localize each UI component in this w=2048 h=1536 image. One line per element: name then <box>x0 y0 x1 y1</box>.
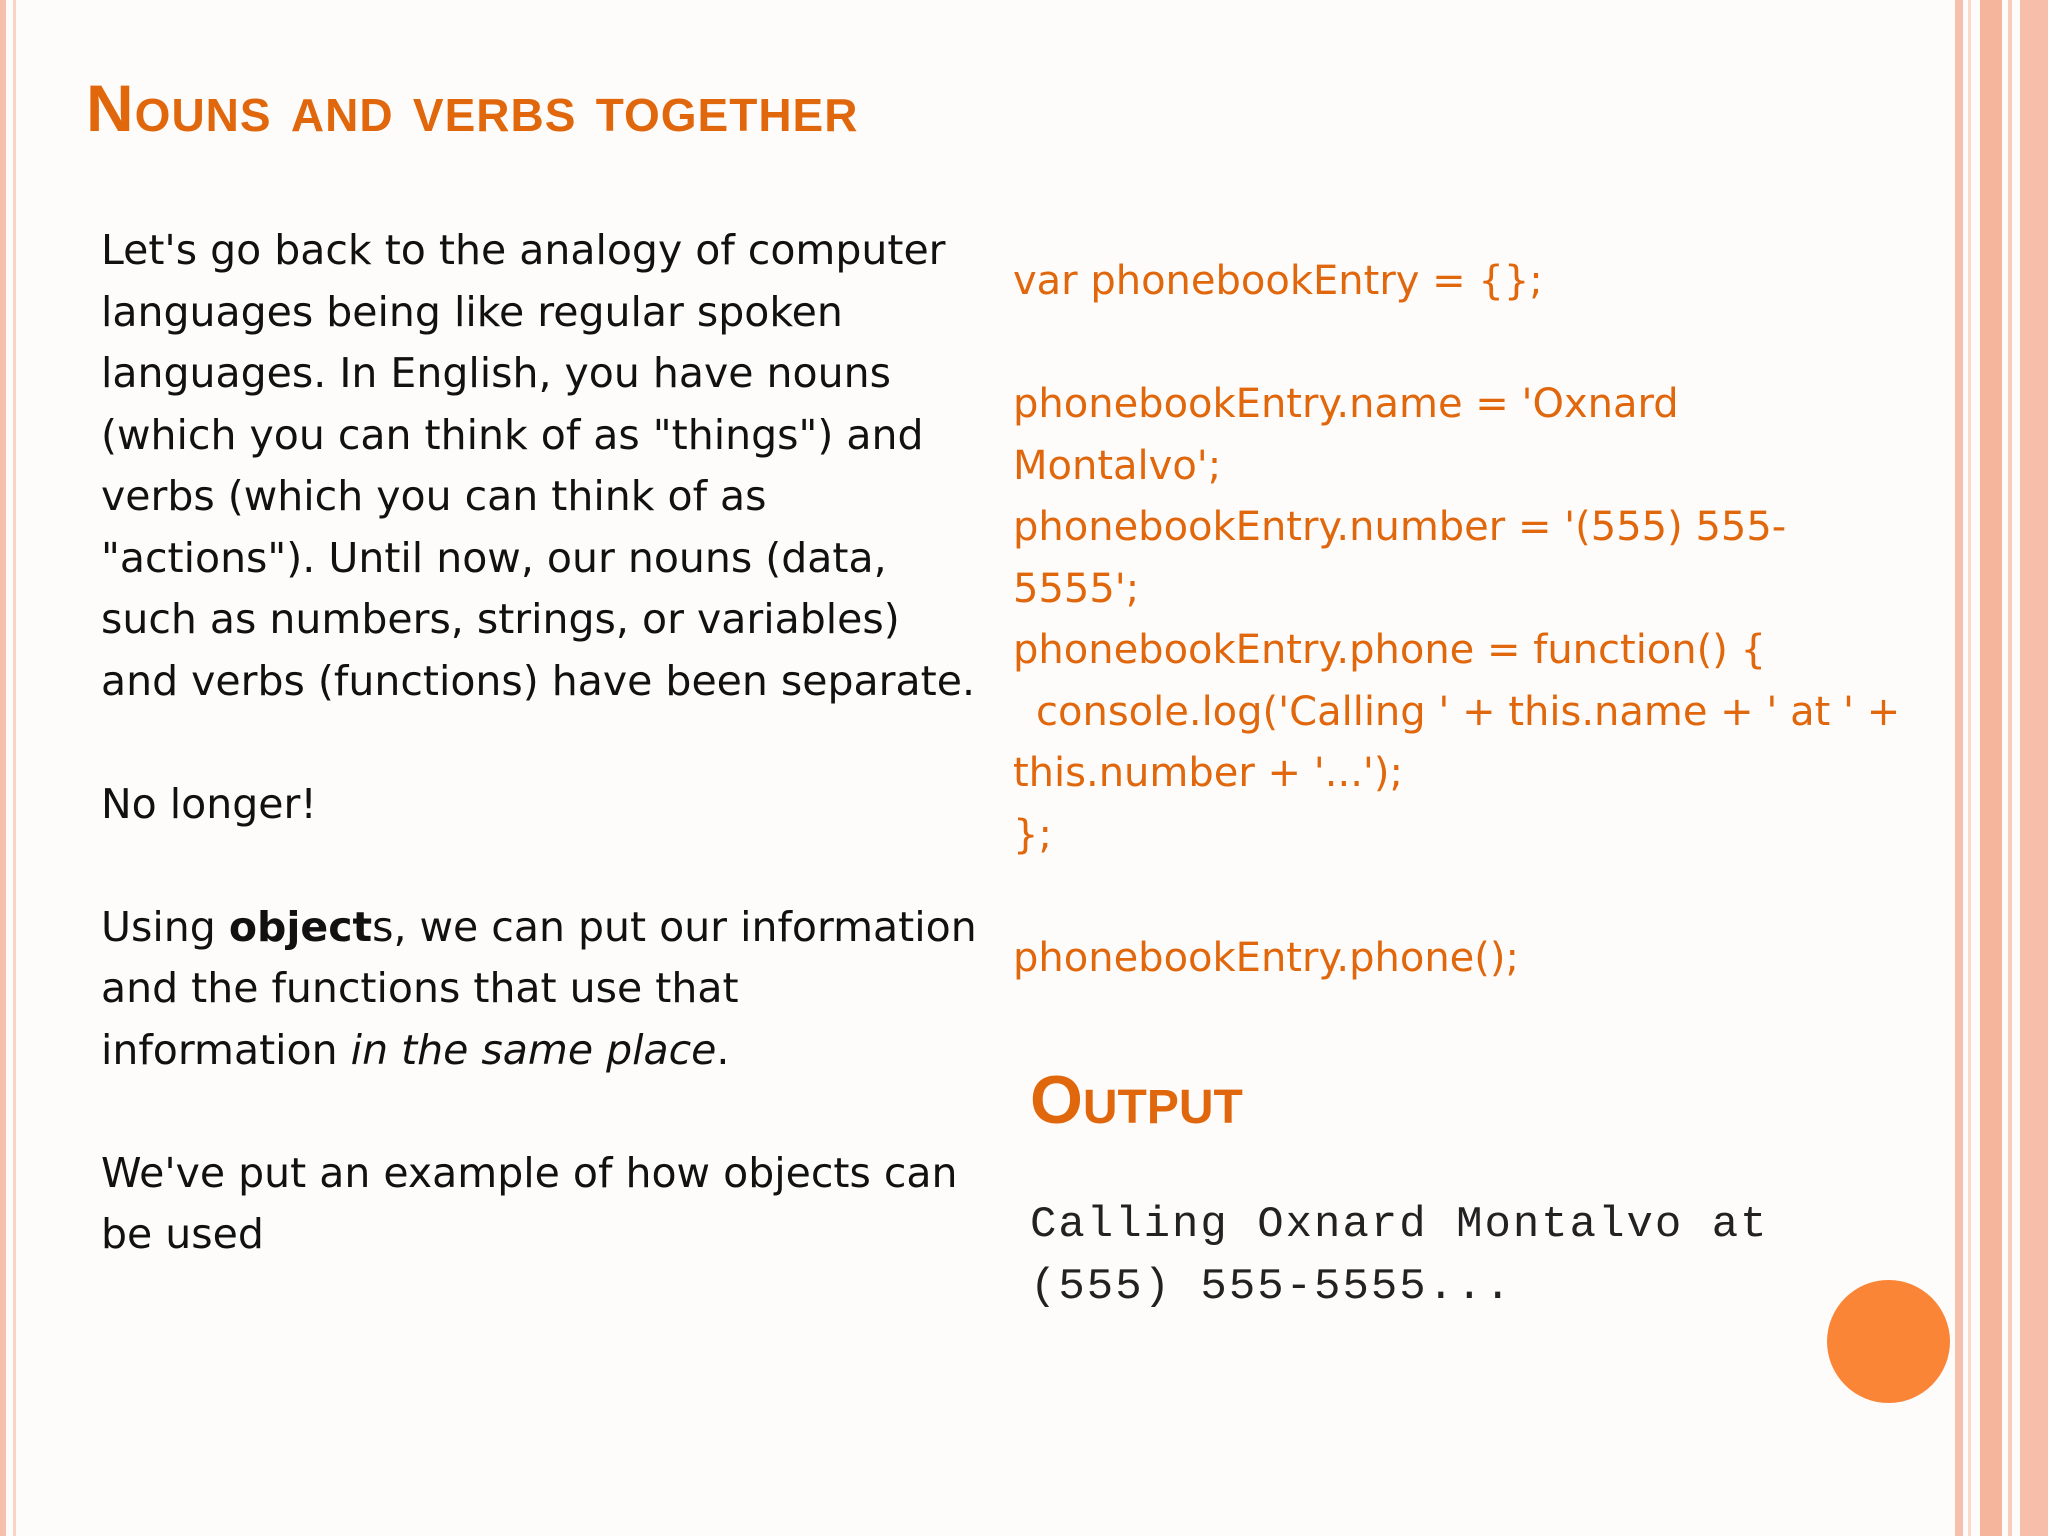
body-paragraph-example: We've put an example of how objects can be used <box>101 1148 958 1258</box>
right-border-stripe <box>1955 0 1963 1536</box>
right-border-stripe-wide <box>1980 0 2002 1536</box>
code-line: }; <box>1013 811 1052 858</box>
objects-bold-term: object <box>228 902 373 951</box>
code-line: console.log('Calling ' + this.name + ' at ' + <box>1036 688 1901 735</box>
right-border-stripe-edge <box>2020 0 2048 1536</box>
objects-text-before: Using <box>101 902 229 951</box>
objects-text-end: . <box>716 1025 730 1074</box>
output-title: Output <box>1030 1062 1243 1138</box>
objects-text-after: s, we can put our information and the functions that use that information <box>101 902 977 1074</box>
code-line: phonebookEntry.name = 'Oxnard <box>1013 381 1679 427</box>
body-paragraph-no-longer: No longer! <box>101 779 317 828</box>
code-blank-line <box>1013 313 1913 375</box>
code-line: 5555'; <box>1013 565 1140 612</box>
right-border-stripe-thin-2 <box>2008 0 2012 1536</box>
slide-title: Nouns and verbs together <box>86 71 859 145</box>
code-line: phonebookEntry.phone = function() { <box>1013 627 1767 673</box>
decorative-circle <box>1827 1280 1950 1403</box>
code-line: var phonebookEntry = {}; <box>1013 258 1543 304</box>
output-text <box>1030 1195 1769 1318</box>
body-paragraph-objects <box>101 897 981 1082</box>
code-line: phonebookEntry.phone(); <box>1013 934 1519 981</box>
objects-italic-phrase: in the same place <box>350 1025 717 1074</box>
code-line: phonebookEntry.number = '(555) 555- <box>1013 504 1787 550</box>
right-border-stripe-thin <box>1968 0 1971 1536</box>
code-line: Montalvo'; <box>1013 442 1222 489</box>
body-paragraph-analogy: Let's go back to the analogy of computer languages being like regular spoken languages. In English, you have nouns (which you can think of as "things") and verbs (which you can think of as "actions"). Until now, our nouns (data, such as numbers, strings, or variables) and verbs (functions) have been separate. <box>101 226 975 705</box>
code-blank-line <box>1013 866 1913 928</box>
left-border-stripe <box>0 0 6 1536</box>
body-text <box>101 220 981 1266</box>
code-line: this.number + '...'); <box>1013 750 1403 796</box>
output-line: (555) 555-5555... <box>1030 1261 1513 1312</box>
left-border-stripe-thin <box>13 0 16 1536</box>
code-block <box>1013 251 1913 989</box>
output-line: Calling Oxnard Montalvo at <box>1030 1200 1769 1250</box>
